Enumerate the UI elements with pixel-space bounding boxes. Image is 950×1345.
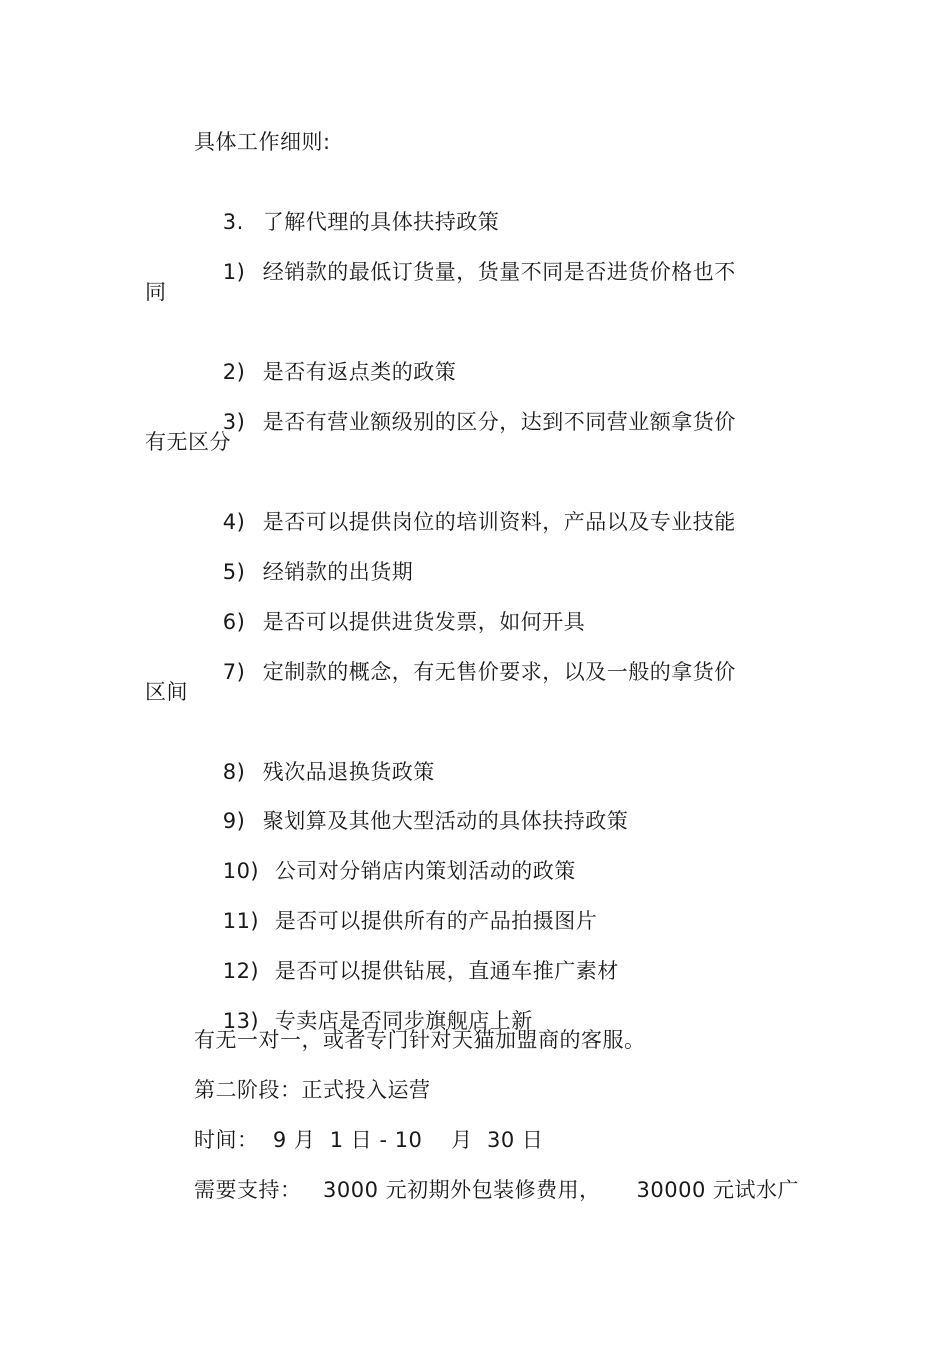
list-item-text: 公司对分销店内策划活动的政策 [274,859,576,883]
list-item-number: 13) [222,1009,260,1033]
list-item-number: 7) [222,660,246,684]
section-number: 3. [222,210,244,234]
list-item-text: 经销款的最低订货量，货量不同是否进货价格也不 [262,260,736,284]
stage-two-heading: 第二阶段：正式投入运营 [194,1078,431,1102]
list-item-text: 专卖店是否同步旗舰店上新 [274,1009,533,1033]
list-item-number: 12) [222,959,260,983]
list-item-number: 8) [222,760,246,784]
list-item-continuation: 区间 [145,680,188,704]
list-item-continuation: 同 [145,280,167,304]
list-item-text: 是否可以提供岗位的培训资料，产品以及专业技能 [262,510,736,534]
list-item-text: 是否有返点类的政策 [262,360,457,384]
list-item-number: 11) [222,909,260,933]
list-item-text: 是否可以提供所有的产品拍摄图片 [274,909,598,933]
list-item-number: 4) [222,510,246,534]
list-item-number: 6) [222,610,246,634]
time-line: 时间： 9 月 1 日 - 10 月 30 日 [194,1128,544,1152]
list-item-text: 经销款的出货期 [262,560,414,584]
service-paragraph: 有无一对一，或者专门针对天猫加盟商的客服。 [194,1028,646,1052]
list-item-text: 是否可以提供钻展，直通车推广素材 [274,959,619,983]
list-item-number: 10) [222,859,260,883]
list-item-text: 是否可以提供进货发票，如何开具 [262,610,586,634]
list-item-text: 是否有营业额级别的区分，达到不同营业额拿货价 [262,410,736,434]
list-item [194,227,736,317]
list-item-number: 1) [222,260,246,284]
list-item [194,627,736,717]
list-item-continuation: 有无区分 [145,430,231,454]
list-item [194,377,736,467]
list-item-text: 定制款的概念，有无售价要求，以及一般的拿货价 [262,660,736,684]
section-text: 了解代理的具体扶持政策 [262,210,500,234]
support-line: 需要支持： 3000 元初期外包装修费用， 30000 元试水广 [194,1178,799,1202]
list-item-number: 3) [222,410,246,434]
list-item-text: 聚划算及其他大型活动的具体扶持政策 [262,809,629,833]
list-item-number: 9) [222,809,246,833]
list-item-number: 2) [222,360,246,384]
list-item-number: 5) [222,560,246,584]
section-heading: 具体工作细则: [194,130,331,154]
list-item-text: 残次品退换货政策 [262,760,435,784]
